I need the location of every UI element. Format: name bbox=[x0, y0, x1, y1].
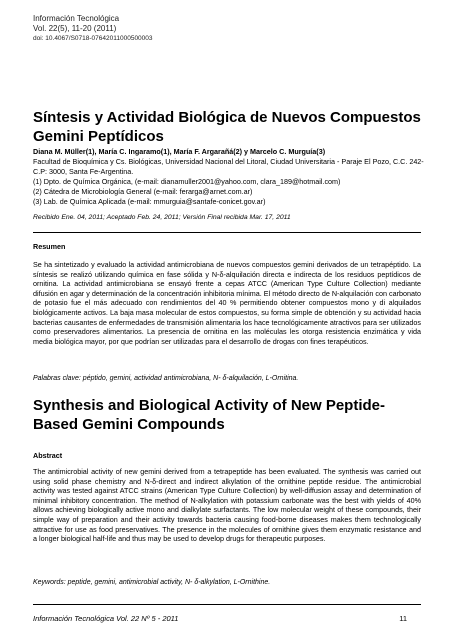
footer-journal: Información Tecnológica Vol. 22 Nº 5 - 2011 bbox=[33, 614, 179, 623]
affiliation-2: (2) Cátedra de Microbiología General (e-mail: ferarga@arnet.com.ar) bbox=[33, 187, 253, 196]
journal-name: Información Tecnológica bbox=[33, 14, 120, 23]
affiliation-1: (1) Dpto. de Química Orgánica, (e-mail: dianamuller2001@yahoo.com, clara_189@hotmail.com) bbox=[33, 177, 341, 186]
received-dates: Recibido Ene. 04, 2011; Aceptado Feb. 24, 2011; Versión Final recibida Mar. 17, 2011 bbox=[33, 214, 291, 221]
palabras-clave: Palabras clave: péptido, gemini, actividad antimicrobiana, N- δ-alquilación, L-Ornitina. bbox=[33, 375, 299, 382]
title-english: Synthesis and Biological Activity of New Peptide-Based Gemini Compounds bbox=[33, 397, 386, 433]
page-number: 11 bbox=[399, 614, 407, 623]
affiliation: Facultad de Bioquímica y Cs. Biológicas, Universidad Nacional del Litoral, Ciudad Universitaria - Paraje El Pozo, C.C. 242- C.P: 3000, Santa Fe-Argentina. bbox=[33, 157, 424, 176]
abstract-heading: Abstract bbox=[33, 451, 63, 460]
divider-bottom bbox=[33, 604, 421, 605]
divider-top bbox=[33, 232, 421, 233]
resumen-heading: Resumen bbox=[33, 242, 66, 251]
title-spanish: Síntesis y Actividad Biológica de Nuevos Compuestos Gemini Peptídicos bbox=[33, 109, 421, 145]
resumen-text: Se ha sintetizado y evaluado la actividad antimicrobiana de nuevos compuestos gemini derivados de un tetrapéptido. La síntesis se realizó utilizando química en fase sólida y N-δ-alquilación directa e indirecta de los residuos peptídicos de ornitina. La actividad antimicrobiana se ensayó frente a cepas ATCC (American Type Culture Collection) mediante difusión en agar y determinación de la concentración inhibitoria mínima. El método directo de N-alquilación con carbonato de potasio fue el más adecuado con rendimientos del 40 % permitiendo obtener compuestos mono y di alquilados biológicamente activos. La baja masa molecular de estos compuestos, su forma simple de obtención y su actividad hacia bacterias causantes de enfermedades de transmisión alimentaria los hace tecnológicamente atractivos para ser utilizados como preservadores alimentarios. La presencia de ornitina en las moléculas les otorga resistencia enzimática y vida media biológica mayor, por que podrían ser utilizadas para el desarrollo de drogas con fines terapéuticos. bbox=[33, 260, 421, 346]
keywords: Keywords: peptide, gemini, antimicrobial activity, N- δ-alkylation, L-Ornithine. bbox=[33, 579, 271, 586]
author-list: Diana M. Müller(1), María C. Ingaramo(1), María F. Argarañá(2) y Marcelo C. Murguía(3) bbox=[33, 147, 326, 156]
abstract-text: The antimicrobial activity of new gemini derived from a tetrapeptide has been evaluated. The synthesis was carried out using solid phase chemistry and N-δ-direct and indirect alkylation of the ornithine peptide residue. The antimicrobial activity was tested against ATCC strains (American Type Culture Collection) by well-diffusion assay and determination of minimal inhibitory concentration. The method of N-alkylation with potassium carbonate was the best with yields of 40% allows achieving biologically active mono and dialkylate surfactants. The low molecular weight of these compounds, their simple way of preparation and their activity towards bacteria causing food-borne diseases makes them technologically attractive for use as food preservatives. The presence in the molecules of ornithine gives them enzymatic resistance and a longer biological half-life and thus may be used to develop drugs for therapeutic purposes. bbox=[33, 467, 421, 544]
journal-doi: doi: 10.4067/S0718-07642011000500003 bbox=[33, 35, 153, 42]
page-footer bbox=[33, 614, 407, 623]
journal-header bbox=[33, 14, 153, 43]
affiliation-3: (3) Lab. de Química Aplicada (e-mail: mmurguia@santafe-conicet.gov.ar) bbox=[33, 197, 266, 206]
journal-volume: Vol. 22(5), 11-20 (2011) bbox=[33, 24, 117, 33]
authors-block bbox=[33, 147, 425, 207]
